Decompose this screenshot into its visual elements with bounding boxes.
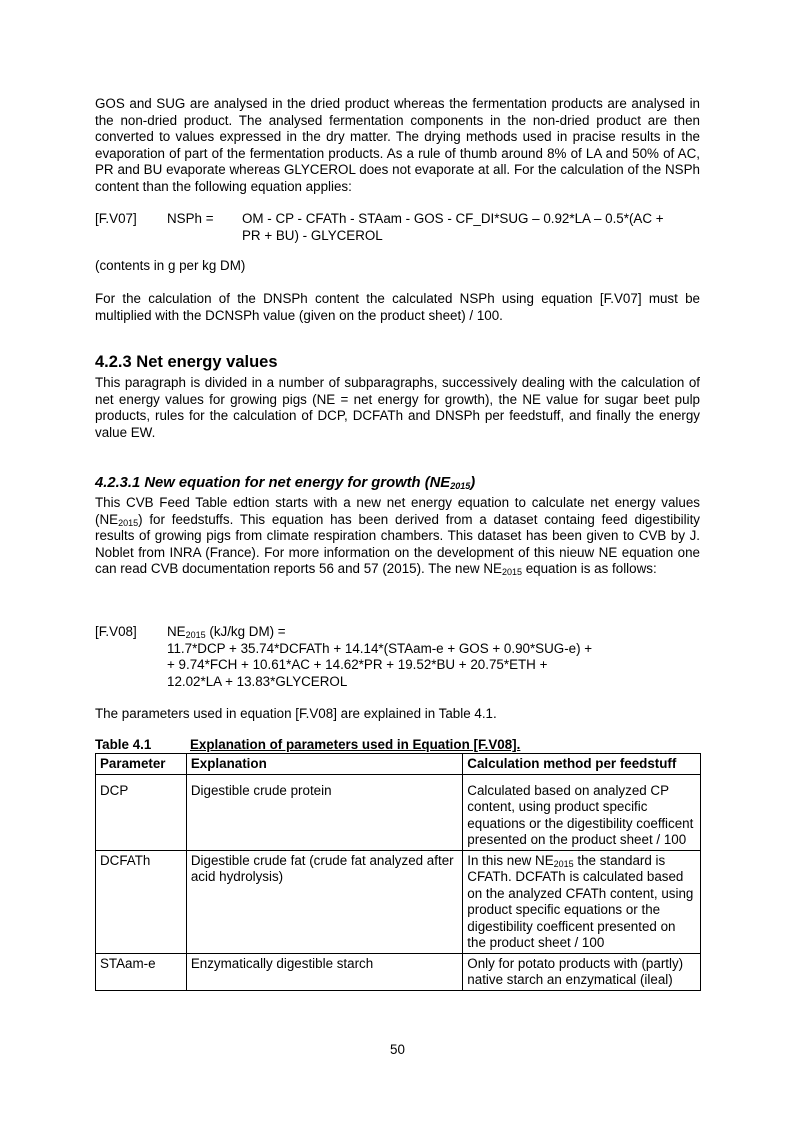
explanation-cell: Digestible crude fat (crude fat analyzed after acid hydrolysis)	[186, 850, 462, 953]
dnsph-paragraph: For the calculation of the DNSPh content the calculated NSPh using equation [F.V07] must be multiplied with the DCNSPh value (given on the product sheet) / 100.	[95, 291, 700, 323]
section-heading-4-2-3-1	[95, 474, 700, 492]
paragraph-text: equation is as follows:	[521, 561, 657, 576]
section-4-2-3-paragraph: This paragraph is divided in a number of subparagraphs, successively dealing with the calculation of net energy values for growing pigs (NE = net energy for growth), the NE value for sugar beet pulp products, rules for the calculation of DCP, DCFATh and DNSPh per feedstuff, and finally the energy value EW.	[95, 375, 700, 440]
paragraph-text: ) for feedstuffs. This equation has been derived from a dataset containg feed digestibility results of growing pigs from climate respiration chambers. This dataset has been given to CVB by J. Noblet from INRA (France). For more information on the development of this nieuw NE equation one can read CVB documentation reports 56 and 57 (2015). The new NE	[95, 511, 700, 576]
equation-tag: [F.V08]	[95, 624, 137, 639]
column-header: Explanation	[186, 754, 462, 775]
equation-line: 12.02*LA + 13.83*GLYCEROL	[167, 673, 348, 689]
column-header: Calculation method per feedstuff	[463, 754, 701, 775]
parameter-cell: STAam-e	[96, 953, 187, 990]
subscript: 2015	[553, 858, 574, 869]
subscript: 2015	[185, 630, 206, 640]
cell-text: In this new NE	[467, 852, 554, 868]
method-cell: Calculated based on analyzed CP content, using product specific equations or the digestibility coefficent presented on the product sheet / 100	[463, 774, 701, 850]
table-intro: The parameters used in equation [F.V08] are explained in Table 4.1.	[95, 706, 497, 721]
table-row	[96, 850, 701, 953]
table-caption	[95, 737, 521, 754]
table-row	[96, 774, 701, 850]
parameter-cell: DCP	[96, 774, 187, 850]
equation-line	[167, 624, 700, 641]
subscript: 2015	[501, 567, 522, 577]
method-cell: Only for potato products with (partly) native starch an enzymatical (ileal)	[463, 953, 701, 990]
equation-text: NE	[167, 624, 186, 639]
equation-tag: [F.V07]	[95, 211, 137, 226]
explanation-cell: Digestible crude protein	[186, 774, 462, 850]
table-row	[96, 953, 701, 990]
table-caption-label: Table 4.1	[95, 737, 152, 752]
equation-line: + 9.74*FCH + 10.61*AC + 14.62*PR + 19.52*BU + 20.75*ETH +	[167, 657, 548, 672]
equation-body	[167, 624, 700, 690]
section-4-2-3-1-paragraph	[95, 495, 700, 578]
table-caption-text: Explanation of parameters used in Equation [F.V08].	[190, 737, 521, 752]
units-note: (contents in g per kg DM)	[95, 258, 246, 273]
cell-text: the standard is CFATh. DCFATh is calculated based on the analyzed CFATh content, using product specific equations or the digestibility coefficent presented on the product sheet / 100	[467, 852, 694, 950]
equation-rhs-line: OM - CP - CFATh - STAam - GOS - CF_DI*SUG – 0.92*LA – 0.5*(AC +	[242, 211, 664, 226]
equation-rhs-line: PR + BU) - GLYCEROL	[242, 227, 383, 243]
table-header-row	[96, 754, 701, 775]
equation-rhs	[242, 211, 700, 244]
page-number: 50	[390, 1042, 405, 1057]
heading-text: 4.2.3.1 New equation for net energy for growth (NE	[95, 475, 451, 491]
subscript: 2015	[118, 517, 139, 528]
parameter-cell: DCFATh	[96, 850, 187, 953]
equation-fv07	[95, 211, 700, 245]
intro-paragraph: GOS and SUG are analysed in the dried product whereas the fermentation products are analysed in the non-dried product. The analysed fermentation components in the non-dried product are then converted to values expressed in the dry matter. The drying methods used in pracise results in the evaporation of part of the fermentation products. As a rule of thumb around 8% of LA and 50% of AC, PR and BU evaporate whereas GLYCEROL does not evaporate at all. For the calculation of the NSPh content than the following equation applies:	[95, 96, 700, 194]
heading-subscript: 2015	[450, 481, 471, 491]
heading-text: )	[470, 475, 476, 491]
method-cell	[463, 850, 701, 953]
paragraph-text: This CVB Feed Table edtion starts with a new net energy equation to calculate net energy values (NE	[95, 495, 700, 527]
equation-lhs: NSPh =	[167, 211, 214, 226]
explanation-cell: Enzymatically digestible starch	[186, 953, 462, 990]
equation-line: 11.7*DCP + 35.74*DCFATh + 14.14*(STAam-e + GOS + 0.90*SUG-e) +	[167, 640, 593, 656]
section-heading-4-2-3: 4.2.3 Net energy values	[95, 353, 278, 371]
parameters-table	[95, 753, 701, 991]
column-header: Parameter	[96, 754, 187, 775]
equation-fv08	[95, 624, 700, 692]
equation-text: (kJ/kg DM) =	[205, 624, 286, 639]
